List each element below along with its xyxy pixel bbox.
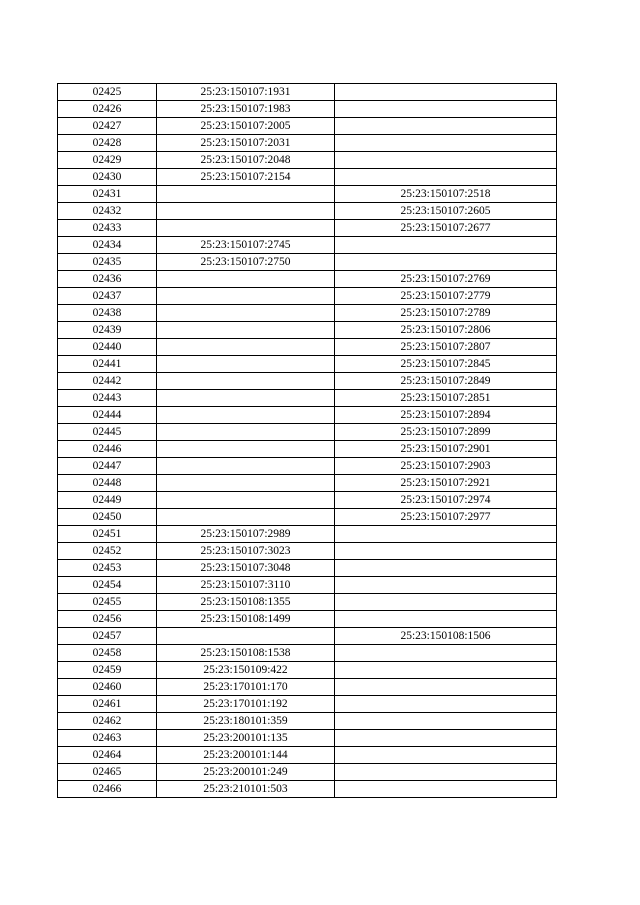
row-number-cell: 02444 xyxy=(58,407,157,424)
row-number-cell: 02438 xyxy=(58,305,157,322)
cadastral-number-cell-b: 25:23:150107:2779 xyxy=(335,288,557,305)
table-row xyxy=(58,662,557,679)
table-row xyxy=(58,713,557,730)
table-row xyxy=(58,254,557,271)
row-number-cell: 02431 xyxy=(58,186,157,203)
row-number-cell: 02446 xyxy=(58,441,157,458)
row-number-cell: 02462 xyxy=(58,713,157,730)
cadastral-number-cell-a: 25:23:150107:2154 xyxy=(157,169,335,186)
cadastral-number-cell-b xyxy=(335,169,557,186)
table-row xyxy=(58,594,557,611)
table-row xyxy=(58,101,557,118)
cadastral-number-cell-b: 25:23:150107:2901 xyxy=(335,441,557,458)
cadastral-number-cell-a: 25:23:150108:1538 xyxy=(157,645,335,662)
table-row xyxy=(58,271,557,288)
cadastral-number-cell-a: 25:23:200101:249 xyxy=(157,764,335,781)
table-row xyxy=(58,730,557,747)
row-number-cell: 02427 xyxy=(58,118,157,135)
row-number-cell: 02442 xyxy=(58,373,157,390)
table-row xyxy=(58,305,557,322)
cadastral-number-cell-b: 25:23:150107:2894 xyxy=(335,407,557,424)
row-number-cell: 02453 xyxy=(58,560,157,577)
cadastral-number-cell-a: 25:23:150107:2745 xyxy=(157,237,335,254)
table-row xyxy=(58,764,557,781)
table-row xyxy=(58,492,557,509)
table-row xyxy=(58,645,557,662)
table-row xyxy=(58,220,557,237)
cadastral-number-cell-b xyxy=(335,577,557,594)
cadastral-number-cell-b xyxy=(335,560,557,577)
table-row xyxy=(58,237,557,254)
table-row xyxy=(58,84,557,101)
cadastral-number-cell-b xyxy=(335,679,557,696)
cadastral-number-cell-b xyxy=(335,696,557,713)
table-row xyxy=(58,458,557,475)
row-number-cell: 02447 xyxy=(58,458,157,475)
cadastral-number-cell-b: 25:23:150107:2518 xyxy=(335,186,557,203)
row-number-cell: 02463 xyxy=(58,730,157,747)
row-number-cell: 02449 xyxy=(58,492,157,509)
cadastral-number-cell-a xyxy=(157,305,335,322)
cadastral-number-cell-b xyxy=(335,118,557,135)
cadastral-number-cell-b xyxy=(335,101,557,118)
cadastral-number-cell-a xyxy=(157,628,335,645)
table-body xyxy=(58,84,557,798)
row-number-cell: 02457 xyxy=(58,628,157,645)
row-number-cell: 02461 xyxy=(58,696,157,713)
row-number-cell: 02455 xyxy=(58,594,157,611)
table-row xyxy=(58,611,557,628)
cadastral-number-cell-a xyxy=(157,220,335,237)
table-row xyxy=(58,288,557,305)
row-number-cell: 02441 xyxy=(58,356,157,373)
cadastral-number-cell-a xyxy=(157,407,335,424)
table-row xyxy=(58,526,557,543)
cadastral-number-cell-a: 25:23:170101:170 xyxy=(157,679,335,696)
table-row xyxy=(58,356,557,373)
row-number-cell: 02436 xyxy=(58,271,157,288)
row-number-cell: 02464 xyxy=(58,747,157,764)
cadastral-number-cell-b xyxy=(335,645,557,662)
table-row xyxy=(58,373,557,390)
cadastral-number-cell-a: 25:23:150108:1355 xyxy=(157,594,335,611)
row-number-cell: 02426 xyxy=(58,101,157,118)
cadastral-number-cell-b: 25:23:150107:2605 xyxy=(335,203,557,220)
table-row xyxy=(58,339,557,356)
cadastral-number-cell-a: 25:23:210101:503 xyxy=(157,781,335,798)
cadastral-number-cell-a xyxy=(157,492,335,509)
table-row xyxy=(58,577,557,594)
cadastral-number-cell-a xyxy=(157,271,335,288)
cadastral-number-cell-b xyxy=(335,611,557,628)
cadastral-number-cell-b: 25:23:150107:2921 xyxy=(335,475,557,492)
table-row xyxy=(58,509,557,526)
cadastral-number-cell-a: 25:23:150107:2048 xyxy=(157,152,335,169)
cadastral-number-cell-b xyxy=(335,135,557,152)
table-row xyxy=(58,390,557,407)
row-number-cell: 02459 xyxy=(58,662,157,679)
cadastral-number-cell-b xyxy=(335,543,557,560)
cadastral-number-cell-b xyxy=(335,254,557,271)
cadastral-number-cell-a xyxy=(157,458,335,475)
cadastral-number-cell-a xyxy=(157,509,335,526)
row-number-cell: 02430 xyxy=(58,169,157,186)
cadastral-number-cell-a: 25:23:150107:2989 xyxy=(157,526,335,543)
cadastral-number-cell-b: 25:23:150107:2903 xyxy=(335,458,557,475)
cadastral-number-table xyxy=(57,83,557,798)
row-number-cell: 02440 xyxy=(58,339,157,356)
row-number-cell: 02450 xyxy=(58,509,157,526)
cadastral-number-cell-b xyxy=(335,152,557,169)
cadastral-number-cell-a xyxy=(157,322,335,339)
cadastral-number-cell-b xyxy=(335,764,557,781)
row-number-cell: 02443 xyxy=(58,390,157,407)
table-row xyxy=(58,407,557,424)
cadastral-number-cell-b: 25:23:150107:2807 xyxy=(335,339,557,356)
cadastral-number-cell-a: 25:23:200101:135 xyxy=(157,730,335,747)
table-row xyxy=(58,781,557,798)
row-number-cell: 02456 xyxy=(58,611,157,628)
cadastral-number-cell-a xyxy=(157,441,335,458)
row-number-cell: 02465 xyxy=(58,764,157,781)
table-row xyxy=(58,543,557,560)
table-row xyxy=(58,152,557,169)
cadastral-number-cell-b: 25:23:150107:2899 xyxy=(335,424,557,441)
row-number-cell: 02429 xyxy=(58,152,157,169)
cadastral-number-cell-b xyxy=(335,730,557,747)
cadastral-number-cell-a xyxy=(157,356,335,373)
row-number-cell: 02445 xyxy=(58,424,157,441)
cadastral-number-cell-b xyxy=(335,594,557,611)
cadastral-number-cell-a xyxy=(157,373,335,390)
table-row xyxy=(58,560,557,577)
cadastral-number-cell-b xyxy=(335,781,557,798)
row-number-cell: 02458 xyxy=(58,645,157,662)
cadastral-number-cell-b xyxy=(335,84,557,101)
row-number-cell: 02460 xyxy=(58,679,157,696)
cadastral-number-cell-a: 25:23:150107:2750 xyxy=(157,254,335,271)
row-number-cell: 02454 xyxy=(58,577,157,594)
row-number-cell: 02452 xyxy=(58,543,157,560)
cadastral-number-cell-b xyxy=(335,747,557,764)
cadastral-number-cell-b: 25:23:150107:2789 xyxy=(335,305,557,322)
table-row xyxy=(58,679,557,696)
cadastral-number-cell-a: 25:23:180101:359 xyxy=(157,713,335,730)
table-row xyxy=(58,696,557,713)
cadastral-number-cell-a xyxy=(157,475,335,492)
cadastral-number-cell-a xyxy=(157,424,335,441)
cadastral-number-cell-a xyxy=(157,339,335,356)
cadastral-number-cell-b: 25:23:150107:2845 xyxy=(335,356,557,373)
cadastral-number-cell-a xyxy=(157,390,335,407)
row-number-cell: 02451 xyxy=(58,526,157,543)
table-row xyxy=(58,203,557,220)
cadastral-number-cell-b: 25:23:150108:1506 xyxy=(335,628,557,645)
cadastral-number-cell-a xyxy=(157,186,335,203)
row-number-cell: 02434 xyxy=(58,237,157,254)
table-row xyxy=(58,186,557,203)
cadastral-number-cell-b xyxy=(335,662,557,679)
cadastral-number-cell-b xyxy=(335,713,557,730)
cadastral-number-cell-b: 25:23:150107:2769 xyxy=(335,271,557,288)
cadastral-number-cell-b: 25:23:150107:2849 xyxy=(335,373,557,390)
cadastral-number-cell-a: 25:23:150109:422 xyxy=(157,662,335,679)
table-row xyxy=(58,441,557,458)
cadastral-number-cell-b xyxy=(335,526,557,543)
table-row xyxy=(58,628,557,645)
cadastral-number-cell-b xyxy=(335,237,557,254)
table-row xyxy=(58,118,557,135)
cadastral-number-cell-b: 25:23:150107:2977 xyxy=(335,509,557,526)
cadastral-number-cell-b: 25:23:150107:2806 xyxy=(335,322,557,339)
cadastral-number-cell-b: 25:23:150107:2851 xyxy=(335,390,557,407)
cadastral-number-cell-a: 25:23:150107:1931 xyxy=(157,84,335,101)
row-number-cell: 02466 xyxy=(58,781,157,798)
cadastral-number-cell-a: 25:23:150107:3023 xyxy=(157,543,335,560)
cadastral-number-cell-a: 25:23:200101:144 xyxy=(157,747,335,764)
row-number-cell: 02433 xyxy=(58,220,157,237)
row-number-cell: 02448 xyxy=(58,475,157,492)
cadastral-number-cell-b: 25:23:150107:2974 xyxy=(335,492,557,509)
cadastral-number-cell-a: 25:23:150107:1983 xyxy=(157,101,335,118)
row-number-cell: 02432 xyxy=(58,203,157,220)
cadastral-number-cell-a: 25:23:150107:2031 xyxy=(157,135,335,152)
cadastral-number-cell-a: 25:23:150108:1499 xyxy=(157,611,335,628)
table-row xyxy=(58,169,557,186)
cadastral-number-cell-a xyxy=(157,288,335,305)
row-number-cell: 02435 xyxy=(58,254,157,271)
table-row xyxy=(58,747,557,764)
row-number-cell: 02439 xyxy=(58,322,157,339)
table-row xyxy=(58,475,557,492)
cadastral-number-cell-a: 25:23:150107:3048 xyxy=(157,560,335,577)
cadastral-number-cell-a: 25:23:150107:3110 xyxy=(157,577,335,594)
cadastral-number-cell-a xyxy=(157,203,335,220)
row-number-cell: 02428 xyxy=(58,135,157,152)
table-row xyxy=(58,135,557,152)
table-row xyxy=(58,322,557,339)
row-number-cell: 02425 xyxy=(58,84,157,101)
table-row xyxy=(58,424,557,441)
cadastral-number-cell-a: 25:23:150107:2005 xyxy=(157,118,335,135)
row-number-cell: 02437 xyxy=(58,288,157,305)
cadastral-number-cell-a: 25:23:170101:192 xyxy=(157,696,335,713)
cadastral-number-cell-b: 25:23:150107:2677 xyxy=(335,220,557,237)
